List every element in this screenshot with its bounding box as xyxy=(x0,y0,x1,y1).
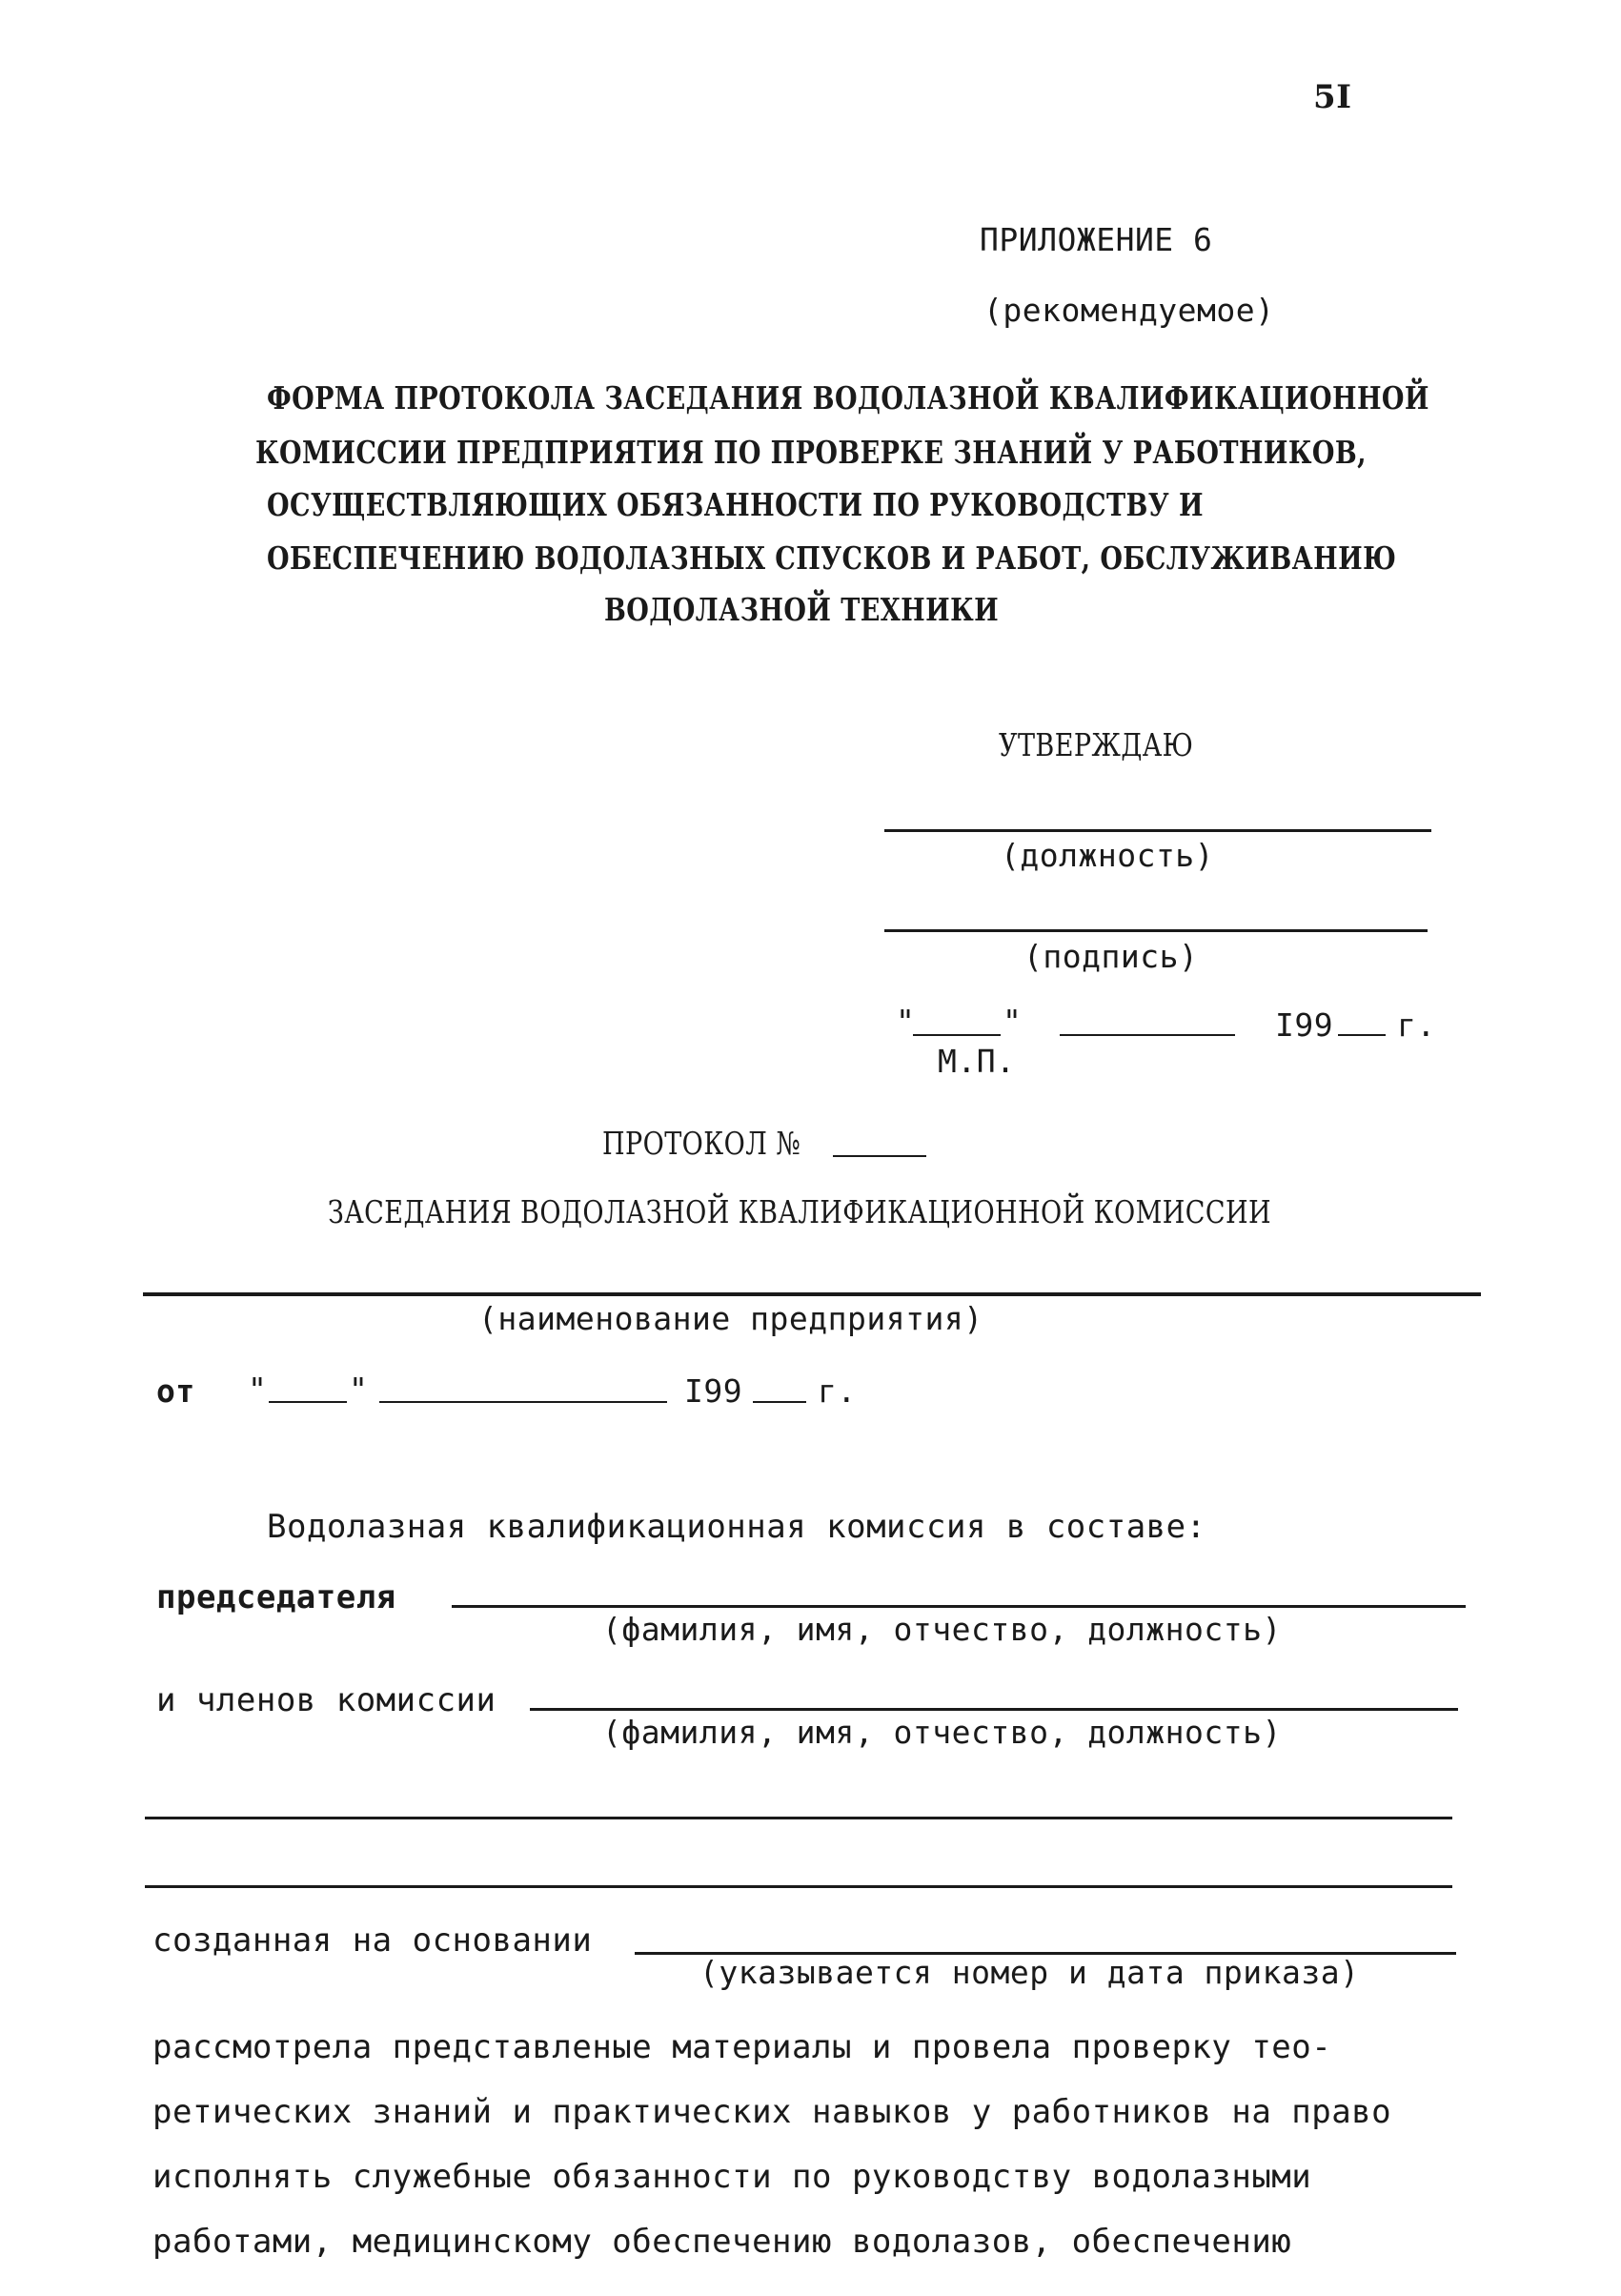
heading-line-4: ОБЕСПЕЧЕНИЮ ВОДОЛАЗНЫХ СПУСКОВ И РАБОТ, ОБСЛУЖИВАНИЮ xyxy=(267,539,1397,577)
members-caption: (фамилия, имя, отчество, должность) xyxy=(602,1714,1282,1751)
protocol-number-line xyxy=(833,1155,926,1157)
approval-date-year-line xyxy=(1338,1034,1386,1036)
position-caption: (должность) xyxy=(1001,837,1215,874)
signature-caption: (подпись) xyxy=(1023,938,1199,975)
approval-date-suffix: г. xyxy=(1397,1006,1436,1044)
members-label: и членов комиссии xyxy=(156,1681,496,1719)
appendix-note: (рекомендуемое) xyxy=(983,292,1275,329)
approval-date-quote-open: " xyxy=(896,1003,916,1040)
appendix-title: ПРИЛОЖЕНИЕ 6 xyxy=(980,221,1213,258)
body-line-2: ретических знаний и практических навыков у работников на право xyxy=(152,2093,1392,2131)
members-extra-line-2 xyxy=(145,1885,1452,1888)
members-line xyxy=(530,1708,1458,1711)
approval-date-year: I99 xyxy=(1275,1006,1334,1044)
protocol-date-year-line xyxy=(753,1401,806,1403)
basis-label: созданная на основании xyxy=(152,1921,593,1960)
heading-line-2: КОМИССИИ ПРЕДПРИЯТИЯ ПО ПРОВЕРКЕ ЗНАНИЙ У РАБОТНИКОВ, xyxy=(255,434,1367,471)
approval-date-month-line xyxy=(1060,1034,1235,1036)
signature-line xyxy=(884,929,1428,932)
position-line xyxy=(884,829,1431,832)
approval-date-quote-close: " xyxy=(1003,1003,1023,1040)
protocol-date-day-line xyxy=(269,1401,347,1403)
body-line-4: работами, медицинскому обеспечению водолазов, обеспечению xyxy=(152,2223,1292,2261)
page-number: 5I xyxy=(1313,78,1352,116)
heading-line-5: ВОДОЛАЗНОЙ ТЕХНИКИ xyxy=(604,591,1000,628)
chairman-line xyxy=(452,1605,1466,1608)
protocol-date-from: от xyxy=(156,1372,195,1410)
protocol-date-suffix: г. xyxy=(818,1372,857,1410)
chairman-label: председателя xyxy=(156,1578,396,1616)
stamp-label: М.П. xyxy=(938,1043,1016,1080)
heading-line-3: ОСУЩЕСТВЛЯЮЩИХ ОБЯЗАННОСТИ ПО РУКОВОДСТВУ И xyxy=(267,486,1204,523)
protocol-title: ПРОТОКОЛ № xyxy=(602,1125,801,1162)
protocol-date-quote-open: " xyxy=(248,1371,268,1408)
body-line-1: рассмотрела представленые материалы и провела проверку тео- xyxy=(152,2028,1332,2066)
members-extra-line-1 xyxy=(145,1817,1452,1819)
approval-title: УТВЕРЖДАЮ xyxy=(999,726,1194,763)
basis-caption: (указывается номер и дата приказа) xyxy=(699,1954,1360,1991)
body-line-3: исполнять служебные обязанности по руководству водолазными xyxy=(152,2158,1312,2196)
chairman-caption: (фамилия, имя, отчество, должность) xyxy=(602,1611,1282,1648)
protocol-subtitle: ЗАСЕДАНИЯ ВОДОЛАЗНОЙ КВАЛИФИКАЦИОННОЙ КОМИССИИ xyxy=(328,1193,1271,1230)
protocol-date-year: I99 xyxy=(684,1372,743,1410)
heading-line-1: ФОРМА ПРОТОКОЛА ЗАСЕДАНИЯ ВОДОЛАЗНОЙ КВАЛИФИКАЦИОННОЙ xyxy=(267,379,1429,417)
protocol-date-quote-close: " xyxy=(349,1371,369,1408)
protocol-date-month-line xyxy=(379,1401,667,1403)
commission-intro: Водолазная квалификационная комиссия в составе: xyxy=(267,1508,1206,1546)
enterprise-line xyxy=(143,1292,1481,1296)
enterprise-caption: (наименование предприятия) xyxy=(478,1300,983,1337)
approval-date-day-line xyxy=(913,1034,1001,1036)
